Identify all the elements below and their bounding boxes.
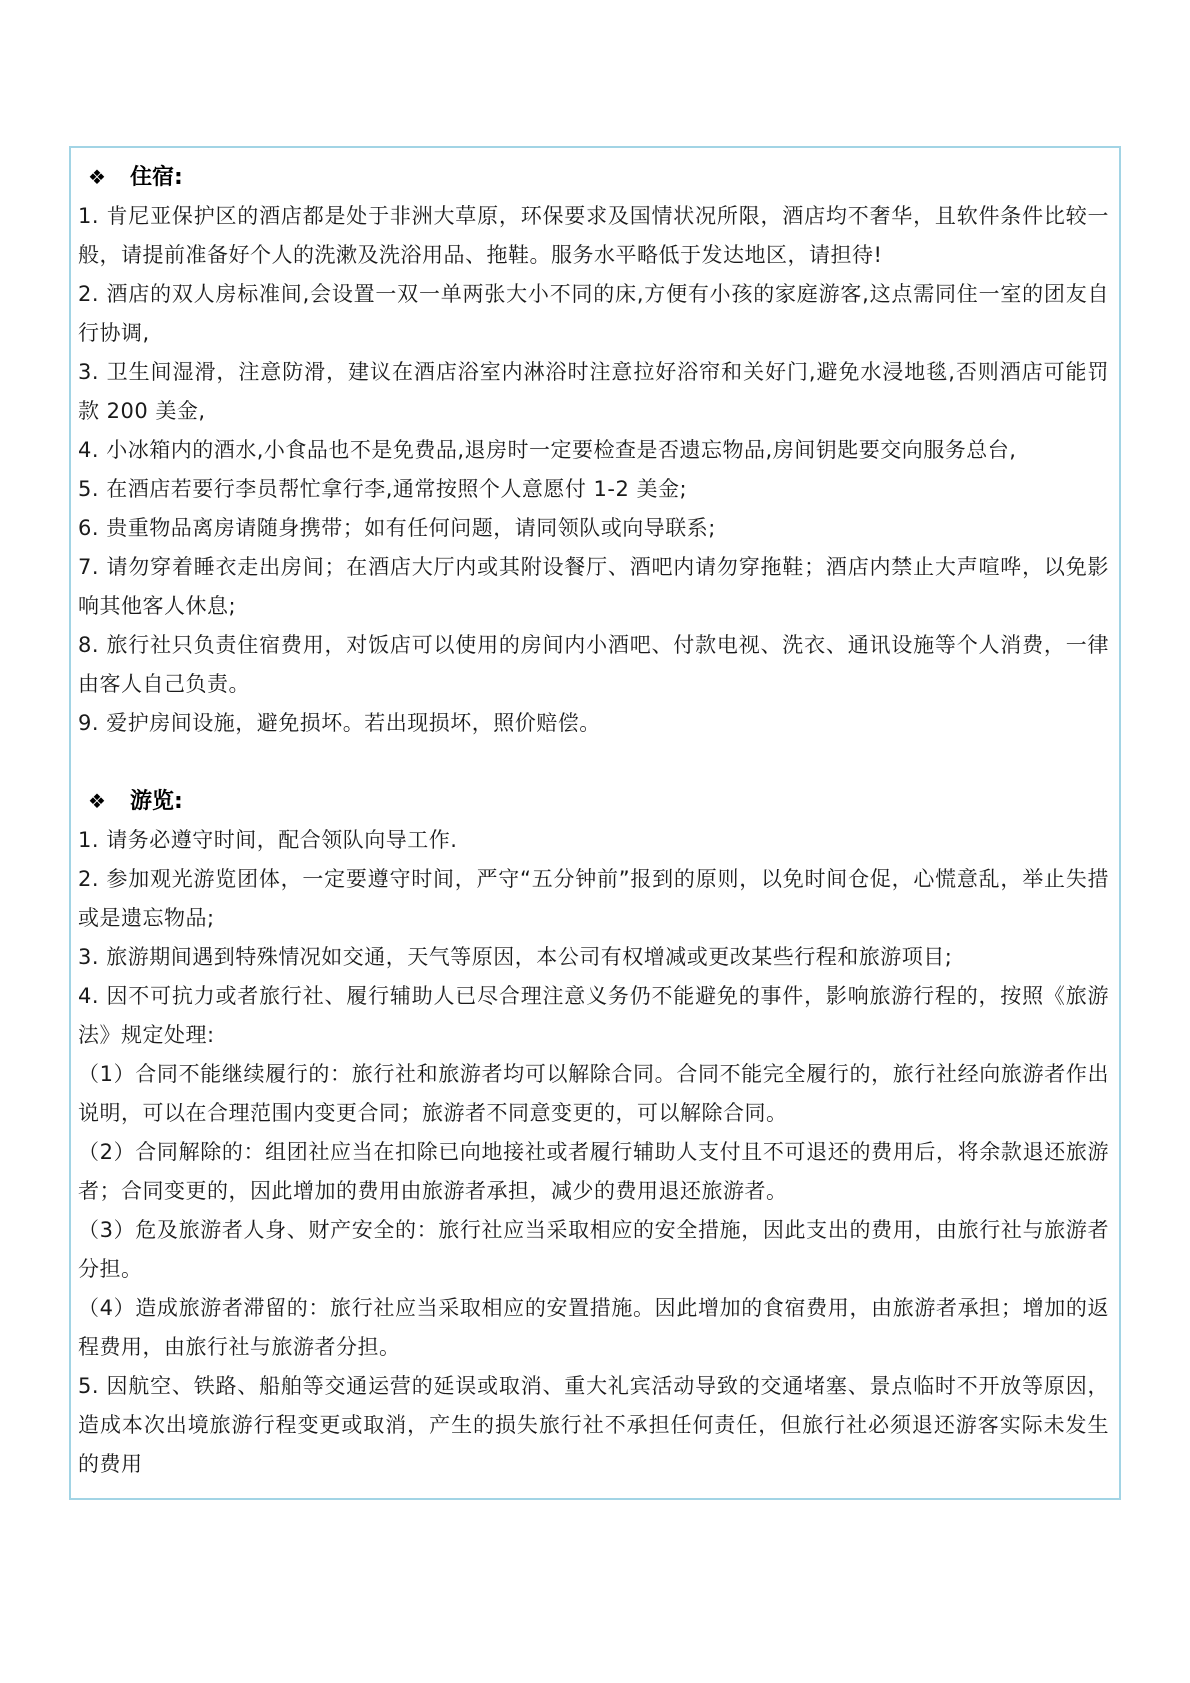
accommodation-item-9: 9. 爱护房间设施，避免损坏。若出现损坏，照价赔偿。 bbox=[78, 711, 601, 735]
sightseeing-item-4-sub-4: （4）造成旅游者滞留的：旅行社应当采取相应的安置措施。因此增加的食宿费用，由旅游者承担；增加的返程费用，由旅行社与旅游者分担。 bbox=[78, 1296, 1109, 1359]
accommodation-item-3: 3. 卫生间湿滑，注意防滑，建议在酒店浴室内淋浴时注意拉好浴帘和关好门,避免水浸地毯,否则酒店可能罚款 200 美金, bbox=[78, 360, 1109, 423]
accommodation-item-8: 8. 旅行社只负责住宿费用，对饭店可以使用的房间内小酒吧、付款电视、洗衣、通讯设施等个人消费，一律由客人自己负责。 bbox=[78, 633, 1109, 696]
section-sightseeing-heading bbox=[78, 782, 1109, 821]
sightseeing-item-4-sub-3: （3）危及旅游者人身、财产安全的：旅行社应当采取相应的安全措施，因此支出的费用，由旅行社与旅游者分担。 bbox=[78, 1218, 1109, 1281]
section-sightseeing bbox=[78, 782, 1109, 1484]
diamond-bullet-icon: ❖ bbox=[88, 789, 106, 813]
sightseeing-item-2: 2. 参加观光游览团体，一定要遵守时间，严守“五分钟前”报到的原则，以免时间仓促，心慌意乱，举止失措或是遗忘物品; bbox=[78, 867, 1109, 930]
accommodation-item-7: 7. 请勿穿着睡衣走出房间；在酒店大厅内或其附设餐厅、酒吧内请勿穿拖鞋；酒店内禁止大声喧哗，以免影响其他客人休息; bbox=[78, 555, 1109, 618]
sightseeing-item-4: 4. 因不可抗力或者旅行社、履行辅助人已尽合理注意义务仍不能避免的事件，影响旅游行程的，按照《旅游法》规定处理: bbox=[78, 984, 1109, 1047]
section-accommodation-heading bbox=[78, 158, 1109, 197]
sightseeing-item-5: 5. 因航空、铁路、船舶等交通运营的延误或取消、重大礼宾活动导致的交通堵塞、景点临时不开放等原因，造成本次出境旅游行程变更或取消，产生的损失旅行社不承担任何责任，但旅行社必须退还游客实际未发生的费用 bbox=[78, 1374, 1109, 1476]
travel-notice-box bbox=[69, 146, 1121, 1500]
section-accommodation bbox=[78, 158, 1109, 743]
diamond-bullet-icon: ❖ bbox=[88, 165, 106, 189]
accommodation-item-2: 2. 酒店的双人房标准间,会设置一双一单两张大小不同的床,方便有小孩的家庭游客,这点需同住一室的团友自行协调, bbox=[78, 282, 1109, 345]
section-sightseeing-title: 游览: bbox=[129, 789, 183, 814]
accommodation-item-1: 1. 肯尼亚保护区的酒店都是处于非洲大草原，环保要求及国情状况所限，酒店均不奢华，且软件条件比较一般，请提前准备好个人的洗漱及洗浴用品、拖鞋。服务水平略低于发达地区，请担待! bbox=[78, 204, 1109, 267]
sightseeing-item-4-sub-1: （1）合同不能继续履行的：旅行社和旅游者均可以解除合同。合同不能完全履行的，旅行社经向旅游者作出说明，可以在合理范围内变更合同；旅游者不同意变更的，可以解除合同。 bbox=[78, 1062, 1109, 1125]
accommodation-item-4: 4. 小冰箱内的酒水,小食品也不是免费品,退房时一定要检查是否遗忘物品,房间钥匙要交向服务总台, bbox=[78, 438, 1017, 462]
sightseeing-item-4-sub-2: （2）合同解除的：组团社应当在扣除已向地接社或者履行辅助人支付且不可退还的费用后，将余款退还旅游者；合同变更的，因此增加的费用由旅游者承担，减少的费用退还旅游者。 bbox=[78, 1140, 1109, 1203]
accommodation-item-5: 5. 在酒店若要行李员帮忙拿行李,通常按照个人意愿付 1-2 美金; bbox=[78, 477, 688, 501]
sightseeing-item-1: 1. 请务必遵守时间，配合领队向导工作. bbox=[78, 828, 458, 852]
section-divider-space bbox=[78, 743, 1109, 782]
section-accommodation-title: 住宿: bbox=[129, 165, 183, 190]
accommodation-item-6: 6. 贵重物品离房请随身携带；如有任何问题，请同领队或向导联系; bbox=[78, 516, 716, 540]
sightseeing-item-3: 3. 旅游期间遇到特殊情况如交通，天气等原因，本公司有权增减或更改某些行程和旅游项目; bbox=[78, 945, 953, 969]
